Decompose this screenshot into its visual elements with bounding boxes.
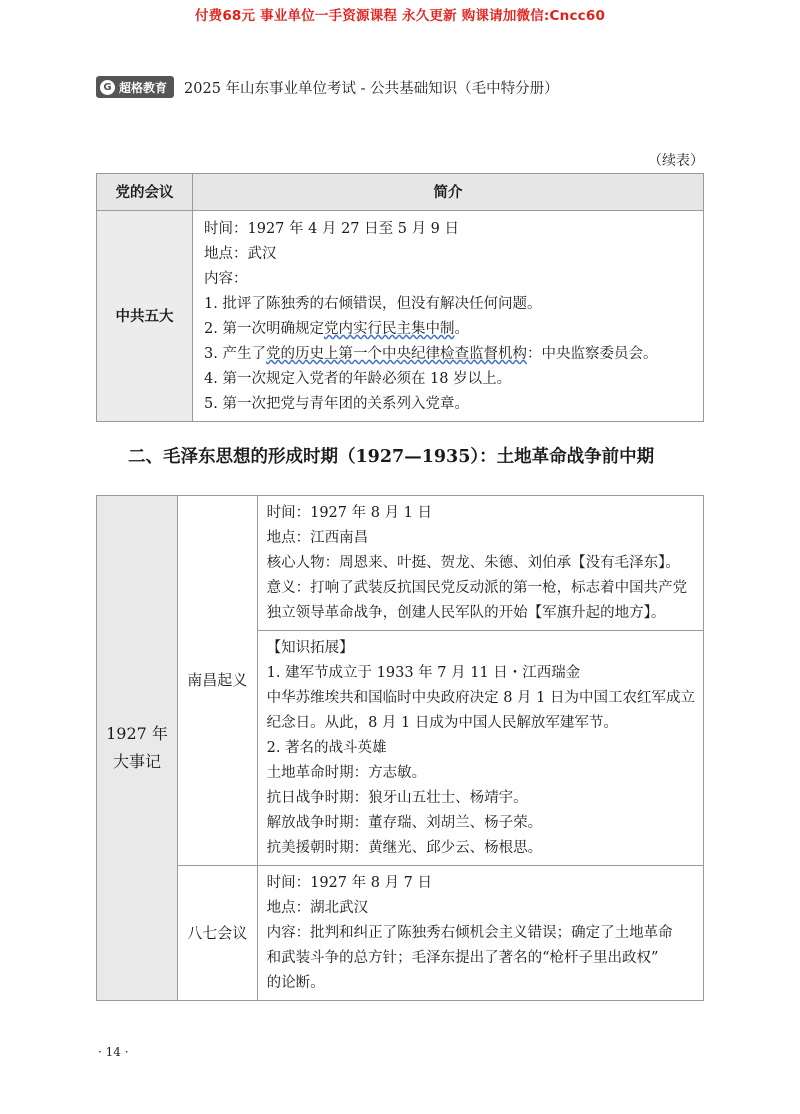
meetings-table: [96, 173, 704, 422]
continued-label: （续表）: [648, 153, 704, 169]
item3-post: ：中央监察委员会。: [526, 346, 658, 362]
summary-item-4: 4. 第一次规定入党者的年龄必须在 18 岁以上。: [204, 371, 512, 387]
extension-line-3: 纪念日。从此，8 月 1 日成为中国人民解放军建军节。: [266, 715, 618, 731]
nanchang-extension-cell: [257, 631, 703, 866]
year-label-line1: 1927 年: [106, 724, 168, 743]
summary-time: 时间：1927 年 4 月 27 日至 5 月 9 日: [204, 221, 460, 237]
extension-line-6: 抗日战争时期：狼牙山五壮士、杨靖宇。: [266, 790, 528, 806]
nanchang-place: 地点：江西南昌: [266, 530, 369, 546]
year-label-line2: 大事记: [112, 752, 161, 771]
meeting-summary-cell: [193, 211, 704, 422]
nanchang-meaning-2: 独立领导革命战争，创建人民军队的开始【军旗升起的地方】。: [266, 605, 666, 621]
baqi-content-1: 内容：批判和纠正了陈独秀右倾机会主义错误；确定了土地革命: [266, 925, 673, 941]
nanchang-basic-cell: [257, 496, 703, 631]
nanchang-meaning-1: 意义：打响了武装反抗国民党反动派的第一枪，标志着中国共产党: [266, 580, 688, 596]
extension-line-4: 2. 著名的战斗英雄: [266, 740, 387, 756]
publisher-logo: [96, 76, 174, 98]
baqi-content-3: 的论断。: [266, 975, 325, 991]
extension-title: 【知识拓展】: [266, 640, 354, 656]
table-row: [97, 866, 704, 1001]
item3-highlight: 党的历史上第一个中央纪律检查监督机构: [265, 346, 527, 362]
item2-pre: 2. 第一次明确规定: [204, 321, 324, 337]
nanchang-time: 时间：1927 年 8 月 1 日: [266, 505, 433, 521]
table-row: [97, 211, 704, 422]
meeting-name-cell: 中共五大: [97, 211, 193, 422]
baqi-cell: [257, 866, 703, 1001]
item2-highlight: 党内实行民主集中制: [323, 321, 455, 337]
logo-text: 超格教育: [119, 80, 168, 95]
extension-line-2: 中华苏维埃共和国临时中央政府决定 8 月 1 日为中国工农红军成立: [266, 690, 695, 706]
extension-line-8: 抗美援朝时期：黄继光、邱少云、杨根思。: [266, 840, 543, 856]
table-row: [97, 496, 704, 631]
extension-line-1: 1. 建军节成立于 1933 年 7 月 11 日・江西瑞金: [266, 665, 581, 681]
summary-content-label: 内容：: [204, 271, 248, 287]
summary-item-2: [204, 317, 693, 342]
item3-pre: 3. 产生了: [204, 346, 266, 362]
logo-icon: G: [100, 80, 115, 95]
page-header: [96, 76, 559, 98]
promo-banner: 付费68元 事业单位一手资源课程 永久更新 购课请加微信:Cncc60: [194, 8, 606, 24]
extension-line-7: 解放战争时期：董存瑞、刘胡兰、杨子荣。: [266, 815, 543, 831]
summary-item-5: 5. 第一次把党与青年团的关系列入党章。: [204, 396, 469, 412]
extension-line-5: 土地革命时期：方志敏。: [266, 765, 427, 781]
baqi-content-2: 和武装斗争的总方针；毛泽东提出了著名的“枪杆子里出政权”: [266, 950, 659, 966]
summary-item-1: 1. 批评了陈独秀的右倾错误，但没有解决任何问题。: [204, 296, 542, 312]
column-header-meeting: 党的会议: [97, 174, 193, 211]
baqi-time: 时间：1927 年 8 月 7 日: [266, 875, 433, 891]
column-header-summary: 简介: [193, 174, 704, 211]
summary-item-3: [204, 342, 693, 367]
summary-place: 地点：武汉: [204, 246, 277, 262]
nanchang-people: 核心人物：周恩来、叶挺、贺龙、朱德、刘伯承【没有毛泽东】。: [266, 555, 680, 571]
section-heading: 二、毛泽东思想的形成时期（1927—1935）：土地革命战争前中期: [128, 447, 655, 467]
event-name-nanchang: 南昌起义: [177, 496, 257, 866]
events-1927-table: [96, 495, 704, 1001]
page-number: · 14 ·: [98, 1045, 129, 1059]
year-label-cell: [97, 496, 178, 1001]
item2-post: 。: [454, 321, 469, 337]
event-name-baqi: 八七会议: [177, 866, 257, 1001]
book-title: 2025 年山东事业单位考试 - 公共基础知识（毛中特分册）: [184, 80, 559, 97]
baqi-place: 地点：湖北武汉: [266, 900, 369, 916]
table-header-row: [97, 174, 704, 211]
